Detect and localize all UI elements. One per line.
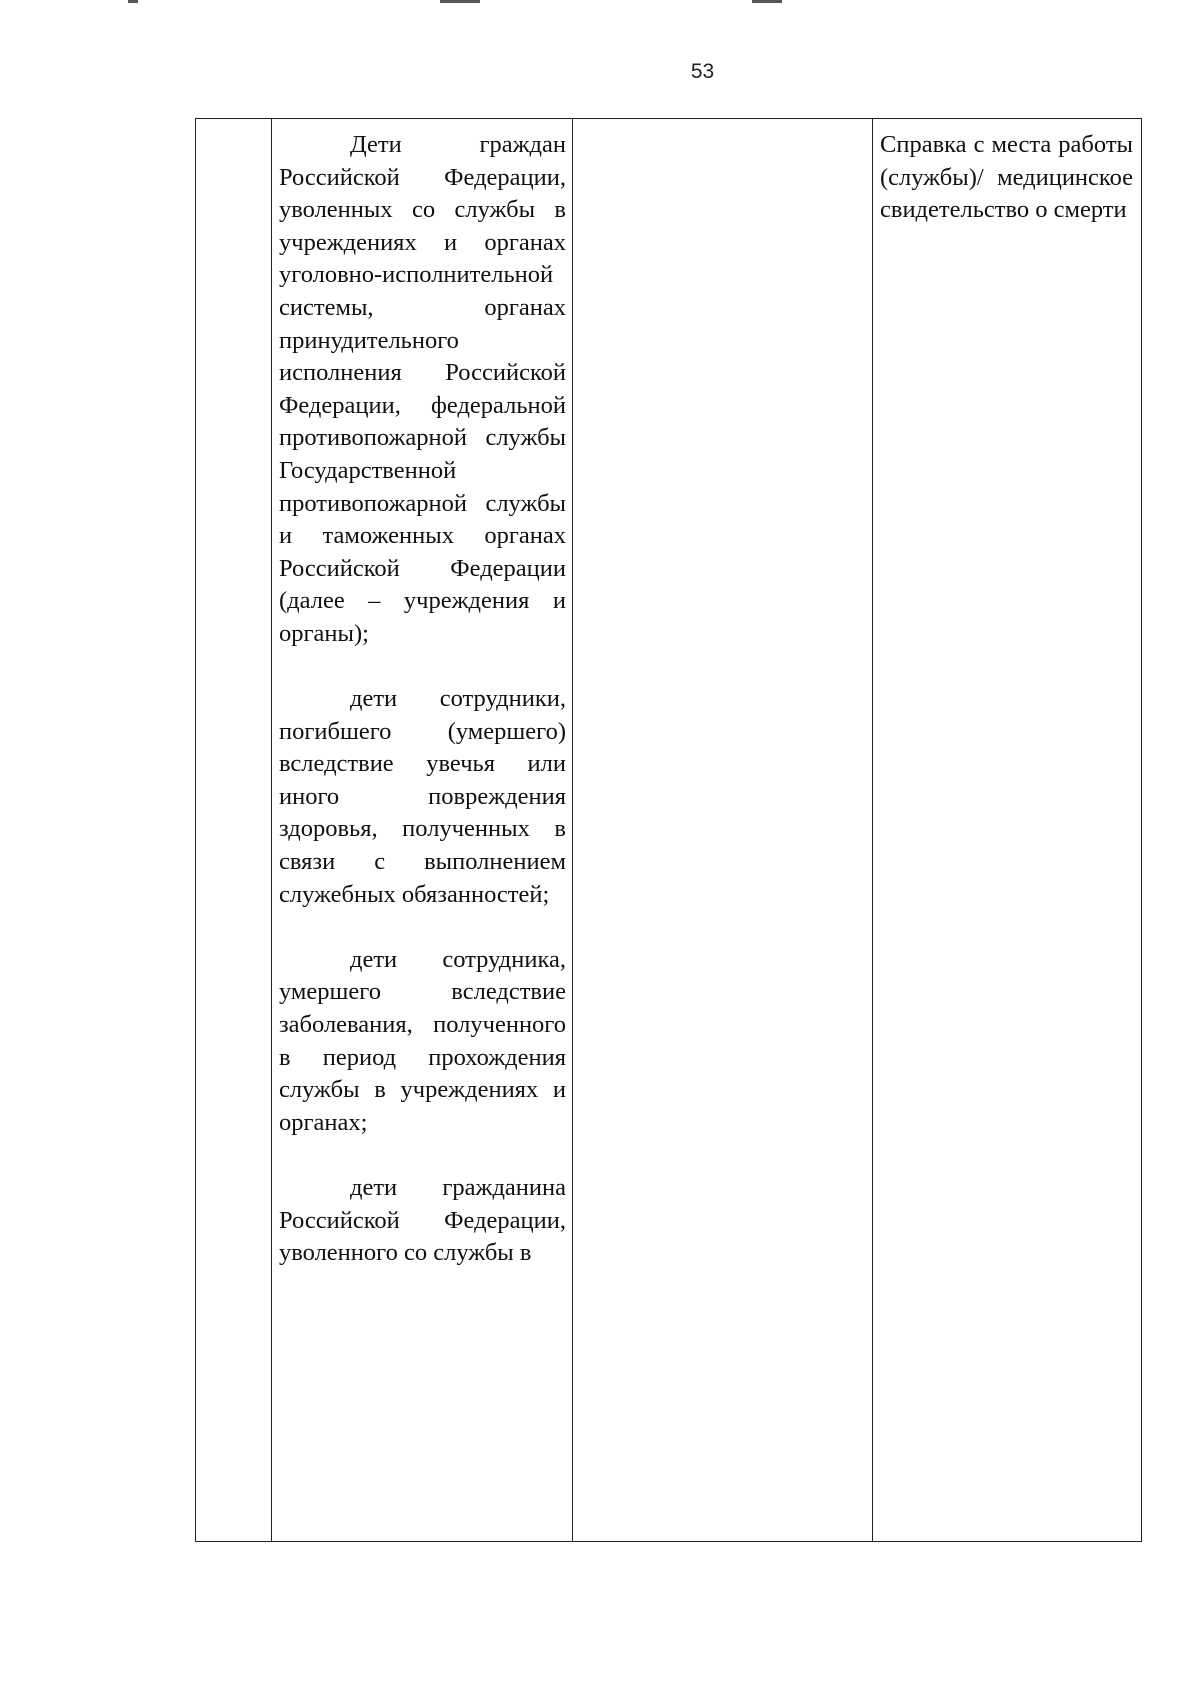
- category-paragraph: дети гражданина Российской Федерации, уволенного со службы в: [279, 1174, 566, 1267]
- category-paragraph: дети сотрудника, умершего вследствие заболевания, полученного в период прохождения службы в учреждениях и органах;: [279, 945, 566, 1136]
- category-cell: [272, 119, 572, 1270]
- table-column-documents: [873, 119, 1141, 1541]
- documents-cell: [873, 119, 1141, 227]
- documents-paragraph: Справка с места работы (службы)/ медицинское свидетельство о смерти: [880, 131, 1133, 224]
- table-column-number: [196, 119, 272, 1541]
- document-table: [195, 118, 1142, 1542]
- page-number: 53: [690, 60, 715, 83]
- table-column-empty: [573, 119, 873, 1541]
- category-paragraph: дети сотрудники, погибшего (умершего) вследствие увечья или иного повреждения здоровья, полученных в связи с выполнением служебных обязанностей;: [279, 685, 566, 908]
- table-column-category: [272, 119, 573, 1541]
- category-paragraph: Дети граждан Российской Федерации, уволенных со службы в учреждениях и органах уголовно-исполнительной системы, органах принудительного исполнения Российской Федерации, федеральной противопожарной службы Государственной противопожарной службы и таможенных органах Российской Федерации (далее – учреждения и органы);: [279, 131, 566, 647]
- scan-artifacts: [0, 0, 1200, 8]
